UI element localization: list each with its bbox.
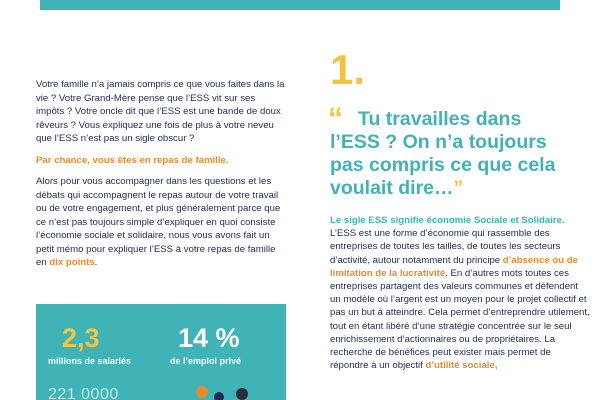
open-quote-icon: “ (328, 102, 343, 135)
stat-private-employment-value: 14 % (178, 323, 240, 353)
body-text-1: L’ESS est une forme d’économie qui rassemble des entreprises de toutes les tailles, de toutes les secteurs d’activité, autour notamment du principe (330, 228, 561, 266)
intro-paragraph-1: Votre famille n’a jamais compris ce que vous faites dans la vie ? Votre Grand-Mère pense que l’ESS vit sur ses impôts ? Votre oncle dit que l’ESS est une bande de doux rêveurs ? Vous expliquez une fois de plus à votre neveu que l’ESS n’est pas un sigle obscur ? (36, 79, 285, 144)
section-body (330, 214, 590, 372)
stats-panel (36, 304, 286, 400)
top-band (40, 0, 560, 10)
stat-salaries-value: 2,3 (62, 323, 100, 353)
body-text-2: . En d’autres mots toutes ces entreprises partagent des valeurs communes et défendent un modèle où l’argent est un moyen pour le projet collectif et pas un but à atteindre. Cela permet d’entreprendre utilement, tout en étant libéré d’une stratégie concentrée sur le seul enrichissement d’actionnaires ou de propriétaires. La recherche de bénéfices peut exister mais permet de répondre à un objectif (330, 267, 590, 372)
stat-third-value: 221 0000 (48, 386, 119, 400)
social-utility-highlight: d’utilité sociale, (425, 360, 498, 372)
lucrativity-highlight: d’absence ou de limitation de la lucrativité (330, 254, 578, 279)
person-illustration-icon (214, 392, 224, 400)
ess-definition-lead: Le sigle ESS signifie économie Sociale et Solidaire. (330, 215, 565, 226)
section-number: 1. (330, 46, 366, 93)
stat-salaries-label: millions de salariés (48, 356, 132, 366)
section-headline (330, 108, 575, 200)
stat-private-employment-label: de l’emploi privé (170, 356, 242, 366)
headline-text: Tu travailles dans l’ESS ? On n’a toujours pas compris ce que cela voulait dire… (330, 108, 556, 199)
intro-paragraph-3 (36, 175, 286, 270)
person-illustration-icon (196, 386, 208, 398)
intro-paragraph-3-end: . (94, 257, 98, 268)
intro-column (36, 78, 286, 278)
intro-paragraph-2: Par chance, vous êtes en repas de famille. (36, 154, 229, 166)
person-illustration-icon (236, 388, 248, 400)
intro-paragraph-3-text: Alors pour vous accompagner dans les questions et les débats qui accompagnent le repas autour de votre travail ou de votre engagement, et plus généralement parce que ce n’est pas toujours simple d’expliquer en quoi consiste l’économie sociale et solidaire, nous vous avons fait un petit mémo pour expliquer l’ESS à votre repas de famille en (36, 176, 281, 268)
close-quote-icon: ” (453, 177, 464, 199)
dix-points-highlight: dix points (49, 257, 95, 268)
